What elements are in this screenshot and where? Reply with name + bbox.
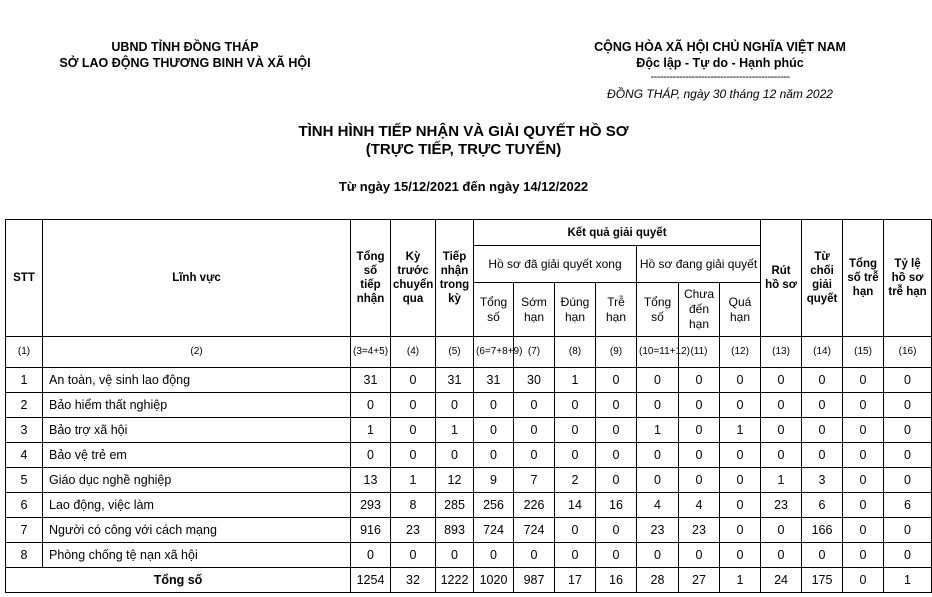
row-value: 1 <box>391 468 436 493</box>
row-value: 0 <box>391 443 436 468</box>
row-value: 0 <box>474 443 514 468</box>
row-value: 0 <box>884 518 932 543</box>
col-pending-overdue: Quá hạn <box>720 283 761 337</box>
total-value: 1020 <box>474 568 514 593</box>
row-value: 0 <box>843 443 884 468</box>
column-number: (6=7+8+9) <box>474 337 514 368</box>
row-value: 0 <box>884 393 932 418</box>
row-field: Người có công với cách mạng <box>43 518 351 543</box>
row-value: 0 <box>843 518 884 543</box>
row-value: 0 <box>391 418 436 443</box>
row-value: 0 <box>391 393 436 418</box>
table-row <box>6 468 932 493</box>
row-value: 0 <box>514 543 555 568</box>
row-value: 0 <box>843 543 884 568</box>
row-value: 13 <box>351 468 391 493</box>
issuer-block <box>20 39 350 71</box>
report-title <box>0 123 927 159</box>
row-value: 0 <box>679 443 720 468</box>
column-number: (16) <box>884 337 932 368</box>
row-value: 0 <box>555 418 596 443</box>
total-value: 175 <box>802 568 843 593</box>
row-value: 0 <box>436 393 474 418</box>
row-value: 9 <box>474 468 514 493</box>
row-field: Bảo vệ trẻ em <box>43 443 351 468</box>
row-value: 0 <box>555 543 596 568</box>
total-value: 16 <box>596 568 637 593</box>
column-number: (9) <box>596 337 637 368</box>
row-value: 0 <box>720 443 761 468</box>
row-value: 1 <box>761 468 802 493</box>
country-name: CỘNG HÒA XÃ HỘI CHỦ NGHĨA VIỆT NAM <box>594 40 846 54</box>
total-value: 27 <box>679 568 720 593</box>
col-done-total: Tổng số <box>474 283 514 337</box>
row-value: 0 <box>843 493 884 518</box>
col-done-group: Hồ sơ đã giải quyết xong <box>474 246 637 283</box>
row-value: 31 <box>351 368 391 393</box>
row-value: 0 <box>761 418 802 443</box>
col-pending-total: Tổng số <box>637 283 679 337</box>
col-done-early: Sớm hạn <box>514 283 555 337</box>
row-value: 0 <box>761 443 802 468</box>
motto-divider: -------------------------------------------- <box>650 71 790 83</box>
row-value: 0 <box>596 368 637 393</box>
row-stt: 5 <box>6 468 43 493</box>
row-field: Bảo trợ xã hội <box>43 418 351 443</box>
table-row <box>6 443 932 468</box>
row-value: 0 <box>802 368 843 393</box>
report-title-line2: (TRỰC TIẾP, TRỰC TUYẾN) <box>365 141 562 158</box>
issuer-department: SỞ LAO ĐỘNG THƯƠNG BINH VÀ XÃ HỘI <box>59 56 311 70</box>
row-value: 0 <box>351 443 391 468</box>
row-value: 23 <box>637 518 679 543</box>
row-value: 0 <box>884 543 932 568</box>
row-stt: 4 <box>6 443 43 468</box>
row-stt: 7 <box>6 518 43 543</box>
total-value: 28 <box>637 568 679 593</box>
row-value: 0 <box>637 368 679 393</box>
col-stt: STT <box>6 220 43 337</box>
row-value: 0 <box>596 393 637 418</box>
col-done-ontime: Đúng hạn <box>555 283 596 337</box>
row-value: 2 <box>555 468 596 493</box>
col-done-late: Trễ hạn <box>596 283 637 337</box>
column-number: (5) <box>436 337 474 368</box>
column-number: (11) <box>679 337 720 368</box>
row-field: An toàn, vệ sinh lao động <box>43 368 351 393</box>
table-row <box>6 368 932 393</box>
row-value: 0 <box>637 443 679 468</box>
row-value: 0 <box>802 418 843 443</box>
row-value: 4 <box>679 493 720 518</box>
report-table <box>5 219 932 593</box>
row-value: 0 <box>720 493 761 518</box>
row-value: 16 <box>596 493 637 518</box>
row-value: 0 <box>679 543 720 568</box>
col-pending-group: Hồ sơ đang giải quyết <box>637 246 761 283</box>
row-value: 0 <box>761 518 802 543</box>
row-value: 14 <box>555 493 596 518</box>
row-value: 0 <box>596 468 637 493</box>
row-value: 6 <box>884 493 932 518</box>
total-value: 17 <box>555 568 596 593</box>
row-value: 12 <box>436 468 474 493</box>
report-title-line1: TÌNH HÌNH TIẾP NHẬN VÀ GIẢI QUYẾT HỒ SƠ <box>298 123 629 140</box>
row-value: 0 <box>720 368 761 393</box>
row-value: 0 <box>802 443 843 468</box>
table-row <box>6 493 932 518</box>
column-number: (2) <box>43 337 351 368</box>
row-value: 31 <box>436 368 474 393</box>
total-value: 24 <box>761 568 802 593</box>
col-total-received: Tổng số tiếp nhận <box>351 220 391 337</box>
row-value: 6 <box>802 493 843 518</box>
row-value: 0 <box>679 418 720 443</box>
row-value: 0 <box>474 543 514 568</box>
col-received-in-period: Tiếp nhận trong kỳ <box>436 220 474 337</box>
row-value: 0 <box>514 393 555 418</box>
national-motto-block <box>545 39 895 102</box>
row-value: 0 <box>720 518 761 543</box>
total-row <box>6 568 932 593</box>
row-value: 0 <box>514 418 555 443</box>
total-value: 1254 <box>351 568 391 593</box>
column-number: (1) <box>6 337 43 368</box>
column-number: (14) <box>802 337 843 368</box>
column-number: (10=11+12) <box>637 337 679 368</box>
row-value: 0 <box>761 393 802 418</box>
motto: Độc lập - Tự do - Hạnh phúc <box>636 56 804 70</box>
col-field: Lĩnh vực <box>43 220 351 337</box>
row-stt: 6 <box>6 493 43 518</box>
row-value: 724 <box>474 518 514 543</box>
row-value: 0 <box>884 368 932 393</box>
row-value: 0 <box>884 443 932 468</box>
row-value: 0 <box>351 393 391 418</box>
column-number: (4) <box>391 337 436 368</box>
row-stt: 8 <box>6 543 43 568</box>
row-value: 0 <box>596 443 637 468</box>
row-value: 256 <box>474 493 514 518</box>
row-value: 23 <box>761 493 802 518</box>
row-field: Phòng chống tệ nạn xã hội <box>43 543 351 568</box>
table-row <box>6 393 932 418</box>
row-value: 0 <box>720 468 761 493</box>
row-value: 0 <box>474 393 514 418</box>
row-value: 0 <box>843 418 884 443</box>
row-value: 0 <box>514 443 555 468</box>
column-number: (13) <box>761 337 802 368</box>
row-stt: 2 <box>6 393 43 418</box>
row-value: 0 <box>761 368 802 393</box>
row-value: 0 <box>720 543 761 568</box>
column-number: (12) <box>720 337 761 368</box>
row-value: 0 <box>802 393 843 418</box>
col-pending-notdue: Chưa đến hạn <box>679 283 720 337</box>
row-value: 0 <box>637 393 679 418</box>
row-value: 0 <box>351 543 391 568</box>
col-refused: Từ chối giải quyết <box>802 220 843 337</box>
col-carried-over: Kỳ trước chuyển qua <box>391 220 436 337</box>
report-period: Từ ngày 15/12/2021 đến ngày 14/12/2022 <box>338 179 589 194</box>
row-value: 285 <box>436 493 474 518</box>
row-value: 0 <box>555 443 596 468</box>
row-value: 226 <box>514 493 555 518</box>
row-value: 31 <box>474 368 514 393</box>
total-value: 1 <box>720 568 761 593</box>
column-number-row <box>6 337 932 368</box>
row-value: 0 <box>637 468 679 493</box>
row-value: 0 <box>596 418 637 443</box>
row-value: 1 <box>637 418 679 443</box>
row-value: 0 <box>884 468 932 493</box>
table-row <box>6 543 932 568</box>
row-value: 7 <box>514 468 555 493</box>
total-value: 1 <box>884 568 932 593</box>
issuer-province: UBND TỈNH ĐỒNG THÁP <box>111 40 259 54</box>
row-value: 0 <box>761 543 802 568</box>
row-value: 0 <box>391 368 436 393</box>
row-value: 1 <box>555 368 596 393</box>
row-value: 916 <box>351 518 391 543</box>
total-value: 987 <box>514 568 555 593</box>
table-row <box>6 418 932 443</box>
col-total-late: Tổng số trễ hạn <box>843 220 884 337</box>
row-value: 1 <box>436 418 474 443</box>
row-value: 1 <box>351 418 391 443</box>
col-late-rate: Tỷ lệ hồ sơ trễ hạn <box>884 220 932 337</box>
total-label: Tổng số <box>6 568 351 593</box>
row-value: 0 <box>843 368 884 393</box>
row-value: 4 <box>637 493 679 518</box>
row-value: 0 <box>391 543 436 568</box>
row-value: 0 <box>843 393 884 418</box>
row-value: 0 <box>474 418 514 443</box>
row-value: 0 <box>679 368 720 393</box>
table-row <box>6 518 932 543</box>
col-result-group: Kết quả giải quyết <box>474 220 761 246</box>
row-value: 0 <box>555 518 596 543</box>
row-value: 0 <box>884 418 932 443</box>
row-value: 3 <box>802 468 843 493</box>
row-value: 0 <box>843 468 884 493</box>
row-stt: 3 <box>6 418 43 443</box>
row-field: Giáo dục nghề nghiệp <box>43 468 351 493</box>
row-value: 166 <box>802 518 843 543</box>
row-value: 0 <box>596 543 637 568</box>
row-value: 23 <box>679 518 720 543</box>
row-value: 0 <box>679 393 720 418</box>
row-value: 1 <box>720 418 761 443</box>
row-value: 0 <box>436 543 474 568</box>
row-value: 293 <box>351 493 391 518</box>
row-value: 0 <box>596 518 637 543</box>
column-number: (7) <box>514 337 555 368</box>
total-value: 0 <box>843 568 884 593</box>
total-value: 32 <box>391 568 436 593</box>
row-value: 0 <box>637 543 679 568</box>
row-value: 30 <box>514 368 555 393</box>
total-value: 1222 <box>436 568 474 593</box>
row-value: 724 <box>514 518 555 543</box>
row-value: 0 <box>555 393 596 418</box>
row-value: 0 <box>802 543 843 568</box>
row-field: Bảo hiểm thất nghiệp <box>43 393 351 418</box>
row-value: 893 <box>436 518 474 543</box>
row-value: 8 <box>391 493 436 518</box>
column-number: (15) <box>843 337 884 368</box>
row-value: 23 <box>391 518 436 543</box>
document-date: ĐỒNG THÁP, ngày 30 tháng 12 năm 2022 <box>607 87 833 101</box>
row-value: 0 <box>679 468 720 493</box>
column-number: (8) <box>555 337 596 368</box>
column-number: (3=4+5) <box>351 337 391 368</box>
row-value: 0 <box>720 393 761 418</box>
row-value: 0 <box>436 443 474 468</box>
row-stt: 1 <box>6 368 43 393</box>
col-withdrawn: Rút hồ sơ <box>761 220 802 337</box>
row-field: Lao động, việc làm <box>43 493 351 518</box>
